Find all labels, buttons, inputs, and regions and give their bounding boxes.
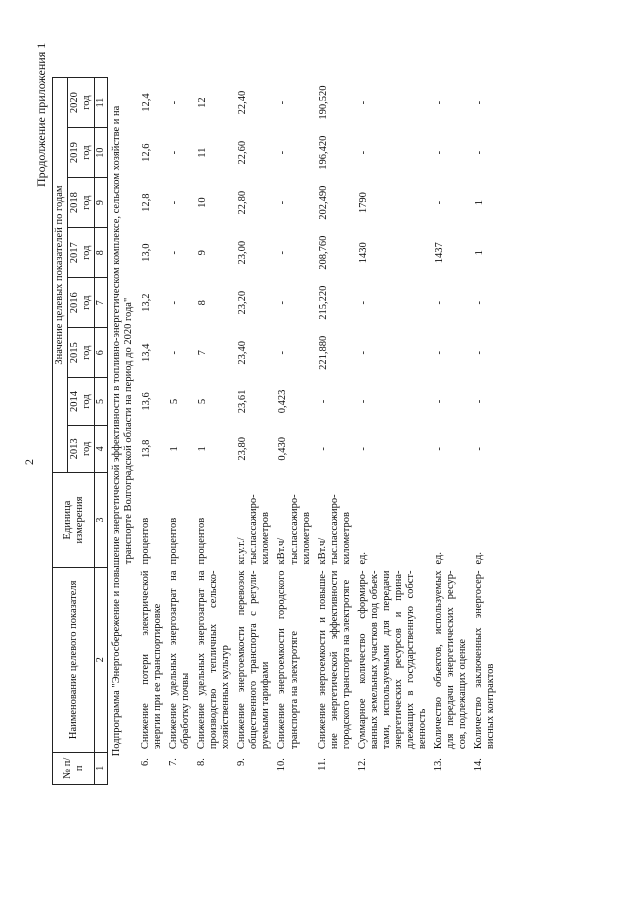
header-year-value: 2019 — [69, 142, 81, 164]
year-value: - — [277, 100, 289, 105]
header-name: Наименование целевого показателя — [53, 568, 95, 753]
year-value: 13,0 — [140, 243, 152, 262]
header-year — [68, 425, 95, 472]
header-year-unit: год — [81, 394, 93, 409]
header-year-unit: год — [81, 295, 93, 310]
year-value: 13,6 — [140, 392, 152, 411]
row-number: 9. — [236, 758, 248, 766]
year-value: - — [277, 300, 289, 305]
header-year-value: 2014 — [69, 390, 81, 412]
row-number: 14. — [473, 758, 485, 772]
year-value: 22,60 — [237, 140, 249, 165]
header-year-unit: год — [81, 441, 93, 456]
year-value: 1 — [474, 200, 486, 206]
column-number: 2 — [95, 568, 108, 753]
indicator-name: Снижение удельных энергозатрат на производство тепличных сельско-хозяйственных культур — [196, 570, 232, 750]
year-value: 1430 — [357, 242, 369, 264]
table-row — [316, 78, 356, 785]
year-value: - — [474, 150, 486, 155]
indicator-name: Снижение удельных энергозатрат на обработку почвы — [167, 570, 191, 750]
year-value: 5 — [168, 398, 180, 405]
column-number: 6 — [95, 328, 108, 378]
column-number: 11 — [95, 78, 108, 128]
continuation-note: Продолжение приложения 1 — [34, 42, 48, 187]
row-number: 12. — [356, 758, 368, 772]
year-value: - — [277, 351, 289, 355]
year-value: 12 — [197, 97, 209, 108]
header-year-unit: год — [81, 195, 93, 210]
year-value: - — [357, 399, 369, 404]
year-value: 221,880 — [317, 335, 329, 370]
row-number: 6. — [139, 758, 151, 766]
year-value: 22,40 — [237, 90, 249, 115]
year-value: 12,8 — [140, 193, 152, 212]
row-number: 8. — [196, 758, 208, 766]
year-value: - — [434, 200, 446, 205]
year-value: 23,40 — [237, 340, 249, 365]
year-value: 22,80 — [237, 190, 249, 215]
year-value: - — [168, 300, 180, 305]
year-value: 215,220 — [317, 285, 329, 320]
header-year — [68, 128, 95, 178]
column-numbers-row — [95, 78, 108, 785]
measurement-unit: процентов — [139, 517, 151, 565]
header-unit: Единица измерения — [53, 473, 95, 568]
year-value: 12,4 — [140, 93, 152, 112]
measurement-unit: кг.у.т./ тыс.пассажиро-километров — [236, 494, 272, 565]
year-value: 5 — [197, 398, 209, 405]
header-year-value: 2017 — [69, 242, 81, 264]
year-value: - — [168, 150, 180, 155]
row-number: 13. — [433, 758, 445, 772]
year-value: - — [434, 100, 446, 105]
header-year-unit: год — [81, 345, 93, 360]
year-value: 11 — [197, 147, 209, 158]
year-value: 208,760 — [317, 235, 329, 270]
table-row — [195, 78, 235, 785]
indicator-name: Количество объектов, используемых для передачи энергетических ресур-сов, подлежащих оценке — [433, 570, 469, 750]
year-value: - — [277, 250, 289, 255]
column-number: 3 — [95, 473, 108, 568]
year-value: 13,4 — [140, 343, 152, 362]
header-year-value: 2016 — [69, 292, 81, 314]
year-value: - — [357, 100, 369, 105]
table-row — [139, 78, 167, 785]
measurement-unit: кВт.ч/ тыс.пассажиро-километров — [316, 494, 352, 565]
year-value: 23,00 — [237, 240, 249, 265]
year-value: - — [434, 150, 446, 155]
year-value: - — [474, 399, 486, 404]
year-value: - — [474, 447, 486, 451]
year-value: - — [474, 100, 486, 105]
measurement-unit: ед. — [473, 552, 485, 565]
header-year-unit: год — [81, 145, 93, 160]
year-value: - — [168, 100, 180, 105]
year-value: - — [474, 300, 486, 305]
row-number: 10. — [276, 758, 288, 772]
header-year-value: 2018 — [69, 192, 81, 214]
table-row — [235, 78, 275, 785]
year-value: 1790 — [357, 192, 369, 214]
header-values-by-year: Значение целевых показателей по годам — [53, 78, 68, 473]
year-value: 0,423 — [277, 389, 289, 414]
year-value: 1 — [474, 250, 486, 256]
year-value: 202,490 — [317, 185, 329, 220]
year-value: - — [168, 200, 180, 205]
year-value: - — [357, 447, 369, 451]
indicator-name: Снижение энергоемкости городского транспорта на электротяге — [276, 570, 300, 750]
year-value: 10 — [197, 197, 209, 208]
column-number: 8 — [95, 228, 108, 278]
year-value: - — [357, 300, 369, 305]
row-number: 11. — [316, 758, 328, 771]
year-value: 1 — [197, 446, 209, 452]
column-number: 7 — [95, 278, 108, 328]
indicator-name: Снижение энергоемкости перевозок общественного транспорта с регули-руемыми тарифами — [236, 570, 272, 750]
table-row — [432, 78, 472, 785]
year-value: - — [357, 150, 369, 155]
year-value: 13,8 — [140, 439, 152, 459]
measurement-unit: ед. — [356, 552, 368, 565]
column-number: 4 — [95, 425, 108, 472]
subprogram-title: Подпрограмма "Энергосбережение и повышение энергетической эффективности в топливно-энергетическом комплексе, сельском хозяйстве и на транспорте Волгоградской области на период до 2020 года" — [110, 105, 134, 757]
header-year-value: 2015 — [69, 342, 81, 364]
year-value: 13,2 — [140, 293, 152, 312]
indicator-name: Снижение энергоемкости и повыше-ние энергетической эффективности городского транспорта на электротяге — [316, 570, 352, 750]
measurement-unit: процентов — [167, 517, 179, 565]
indicator-name: Суммарное количество сформиро-ванных земельных участков под объек-тами, используемыми для передачи энергетических ресурсов и прина-длежащих в государственную собст-венность — [356, 570, 429, 750]
page-number: 2 — [22, 459, 36, 465]
header-year — [68, 378, 95, 425]
indicators-table — [52, 77, 501, 785]
year-value: - — [434, 399, 446, 404]
year-value: - — [474, 351, 486, 355]
year-value: - — [317, 399, 329, 404]
measurement-unit: кВт.ч/ тыс.пассажиро-километров — [276, 494, 312, 565]
table-row — [472, 78, 500, 785]
header-year — [68, 178, 95, 228]
header-num: № п/п — [53, 752, 95, 784]
year-value: - — [434, 300, 446, 305]
table-row — [275, 78, 315, 785]
indicator-name: Снижение потери электрической энергии при ее транспортировке — [139, 570, 163, 750]
year-value: 9 — [197, 250, 209, 256]
column-number: 5 — [95, 378, 108, 425]
table-row — [356, 78, 432, 785]
year-value: - — [434, 351, 446, 355]
header-year — [68, 328, 95, 378]
header-year-unit: год — [81, 95, 93, 110]
year-value: 23,20 — [237, 290, 249, 315]
year-value: - — [434, 447, 446, 451]
table-row — [167, 78, 195, 785]
year-value: - — [277, 150, 289, 155]
year-value: 0,430 — [277, 437, 289, 461]
measurement-unit: ед. — [433, 552, 445, 565]
indicator-name: Количество заключенных энергосер-висных контрактов — [473, 570, 497, 750]
year-value: 23,80 — [237, 437, 249, 461]
year-value: 8 — [197, 300, 209, 306]
header-year-value: 2013 — [69, 438, 81, 460]
header-year-unit: год — [81, 245, 93, 260]
year-value: - — [357, 351, 369, 355]
year-value: 1 — [168, 446, 180, 452]
header-year — [68, 278, 95, 328]
year-value: 190,520 — [317, 85, 329, 120]
year-value: 196,420 — [317, 135, 329, 170]
column-number: 1 — [95, 752, 108, 784]
year-value: 1437 — [434, 242, 446, 264]
column-number: 10 — [95, 128, 108, 178]
measurement-unit: процентов — [196, 517, 208, 565]
row-number: 7. — [167, 758, 179, 766]
year-value: 23,61 — [237, 389, 249, 414]
header-year-value: 2020 — [69, 92, 81, 114]
year-value: 7 — [197, 350, 209, 356]
year-value: - — [168, 351, 180, 355]
year-value: - — [317, 447, 329, 451]
header-year — [68, 78, 95, 128]
year-value: 12,6 — [140, 143, 152, 162]
header-year — [68, 228, 95, 278]
year-value: - — [277, 200, 289, 205]
column-number: 9 — [95, 178, 108, 228]
year-value: - — [168, 250, 180, 255]
